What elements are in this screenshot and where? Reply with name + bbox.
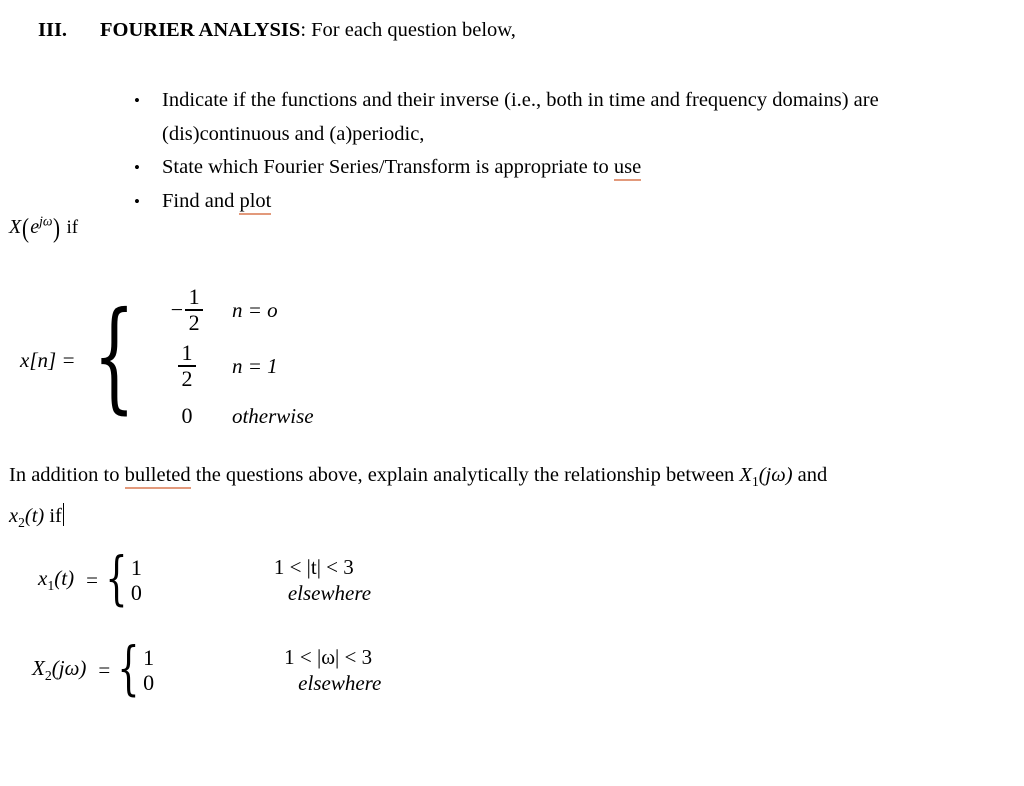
- section-heading-rest: : For each question below,: [300, 19, 516, 41]
- piecewise-definition-xn: [20, 282, 314, 438]
- exponential-base: e: [30, 216, 40, 238]
- spellcheck-word: bulleted: [125, 464, 191, 489]
- equation-argument: (jω): [51, 656, 87, 681]
- equation-condition-bottom: elsewhere: [298, 671, 382, 696]
- math-x2-symbol: x: [9, 505, 19, 528]
- math-x2-subscript: 2: [18, 515, 25, 531]
- equation-X2-of-jw: [32, 633, 382, 702]
- instruction-paragraph: [9, 458, 859, 540]
- list-item-text: Indicate if the functions and their inverse (i.e., both in time and frequency domains) are (dis)continuous and (a)periodic,: [162, 89, 879, 145]
- equation-value-bottom: 0: [130, 580, 142, 606]
- paragraph-text-part2: the questions above, explain analytically the relationship between: [190, 464, 740, 486]
- piecewise-lhs: x[n] =: [20, 347, 76, 372]
- paragraph-text-part1: In addition to: [9, 464, 125, 486]
- equation-conditions: [274, 554, 371, 607]
- left-curly-brace: {: [92, 287, 135, 427]
- left-curly-brace: {: [117, 633, 140, 702]
- equation-value-top: 1: [143, 644, 155, 670]
- piecewise-row: [148, 394, 314, 438]
- piecewise-row: [148, 338, 314, 394]
- fraction: [178, 339, 196, 391]
- piecewise-condition: n = o: [231, 297, 278, 322]
- spellcheck-word: plot: [239, 190, 271, 215]
- equation-condition-bottom: elsewhere: [287, 581, 372, 606]
- bullet-marker-icon: •: [134, 91, 140, 110]
- piecewise-value: 0: [181, 403, 193, 428]
- piecewise-row: [148, 282, 314, 338]
- dtft-expression-line: [9, 213, 78, 244]
- section-heading: [38, 18, 516, 44]
- equation-argument: (t): [54, 566, 75, 591]
- fraction: [185, 283, 203, 335]
- fraction-denominator: 2: [181, 366, 193, 391]
- piecewise-rows: [138, 282, 314, 438]
- equals-sign: =: [98, 657, 111, 682]
- section-title: FOURIER ANALYSIS: [100, 19, 301, 41]
- left-curly-brace: {: [105, 543, 128, 612]
- list-item-text: State which Fourier Series/Transform is appropriate to: [162, 156, 614, 178]
- piecewise-condition: otherwise: [231, 403, 314, 428]
- requirements-bullet-list: [130, 84, 940, 218]
- list-item: [130, 151, 940, 185]
- equation-subscript: 1: [47, 578, 55, 594]
- spellcheck-word: use: [614, 156, 641, 181]
- section-numeral: III.: [38, 19, 68, 41]
- equation-function-symbol: X: [32, 656, 45, 681]
- equation-condition-top: 1 < |t| < 3: [273, 555, 354, 579]
- piecewise-value: [148, 283, 226, 335]
- bullet-marker-icon: •: [134, 158, 140, 177]
- equation-function-symbol: x: [38, 566, 48, 591]
- bullet-marker-icon: •: [134, 191, 140, 211]
- fraction-numerator: 1: [188, 283, 200, 309]
- math-x2-argument: (t): [24, 505, 45, 528]
- equation-value-bottom: 0: [143, 670, 155, 696]
- fraction-numerator: 1: [181, 339, 193, 365]
- piecewise-value: [148, 339, 226, 391]
- equation-lhs: [38, 566, 74, 594]
- fraction-denominator: 2: [188, 310, 200, 335]
- math-X1-argument: (jω): [758, 464, 793, 486]
- if-keyword: if: [66, 217, 79, 238]
- equation-values: [127, 555, 142, 606]
- dtft-function-symbol: X: [9, 216, 22, 238]
- equation-x1-of-t: [38, 543, 372, 612]
- open-paren: (: [22, 213, 30, 243]
- text-cursor-caret: [63, 503, 65, 526]
- equation-values: [139, 645, 154, 696]
- equation-value-top: 1: [130, 554, 142, 580]
- equals-sign: =: [86, 567, 98, 592]
- close-paren: ): [53, 213, 61, 243]
- equation-condition-top: 1 < |ω| < 3: [284, 645, 373, 669]
- math-X1-symbol: X: [739, 464, 752, 486]
- paragraph-text-part3: and: [792, 464, 828, 486]
- list-item: [130, 84, 940, 151]
- minus-sign: −: [170, 297, 184, 322]
- math-X1-subscript: 1: [751, 474, 759, 490]
- piecewise-condition: n = 1: [231, 353, 278, 378]
- list-item-text: Find and: [162, 189, 240, 212]
- exponential-exponent: jω: [39, 213, 53, 229]
- equation-conditions: [284, 644, 381, 697]
- equation-subscript: 2: [44, 668, 52, 684]
- equation-lhs: [32, 656, 86, 684]
- list-item: [130, 185, 940, 219]
- paragraph-text-part4: if: [44, 505, 62, 528]
